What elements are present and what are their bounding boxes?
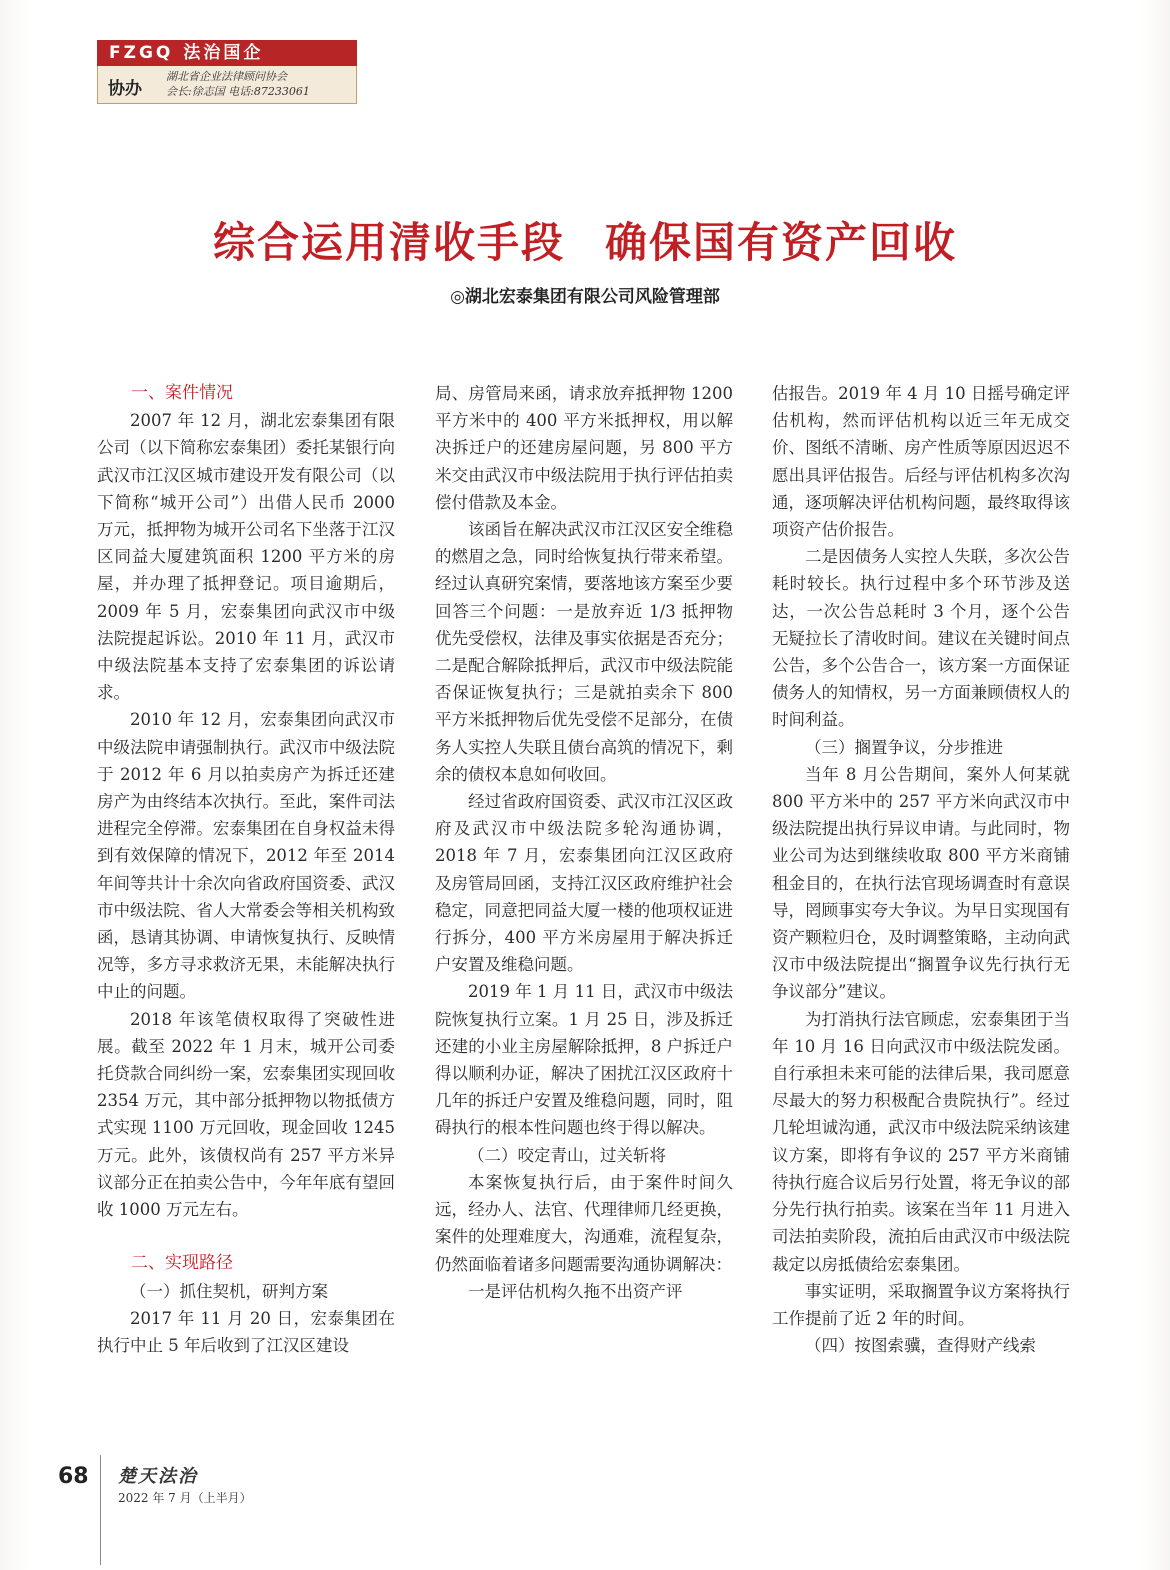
banner-code: FZGQ xyxy=(109,43,174,63)
issue-date: 2022 年 7 月（上半月） xyxy=(118,1491,252,1505)
text-column-1 xyxy=(97,380,395,1359)
subsection-heading: （四）按图索骥，查得财产线索 xyxy=(805,1336,1036,1356)
banner-info xyxy=(166,69,310,99)
paragraph: 2019 年 1 月 11 日，武汉市中级法院恢复执行立案。1 月 25 日，涉及拆迁还建的小业主房屋解除抵押，8 户拆迁户得以顺利办证，解决了困扰江汉区政府十几年的拆迁户安置及维稳问题，同时，阻碍执行的根本性问题也终于得以解决。 xyxy=(435,982,733,1138)
footer-divider xyxy=(100,1455,101,1565)
banner-contact: 会长:徐志国 电话:87233061 xyxy=(166,85,310,98)
banner-name: 法治国企 xyxy=(183,43,264,63)
section-heading: 一、案件情况 xyxy=(131,383,233,403)
column-banner xyxy=(97,40,357,104)
text-column-3 xyxy=(772,380,1070,1359)
paragraph: 当年 8 月公告期间，案外人何某就 800 平方米中的 257 平方米向武汉市中级法院提出执行异议申请。与此同时，物业公司为达到继续收取 800 平方米商铺租金目的，在执行法官现场调查时有意误导，罔顾事实夸大争议。为早日实现国有资产颗粒归仓，及时调整策略，主动向武汉市中级法院提出“搁置争议先行执行无争议部分”建议。 xyxy=(772,764,1070,1002)
subsection-heading: （二）咬定青山，过关斩将 xyxy=(468,1145,666,1165)
paragraph: 局、房管局来函，请求放弃抵押物 1200 平方米中的 400 平方米抵押权，用以解决拆迁户的还建房屋问题，另 800 平方米交由武汉市中级法院用于执行评估拍卖偿付借款及本金。 xyxy=(435,384,733,512)
subsection-heading: （一）抓住契机，研判方案 xyxy=(130,1281,328,1301)
paragraph: 为打消执行法官顾虑，宏泰集团于当年 10 月 16 日向武汉市中级法院发函。自行承担未来可能的法律后果，我司愿意尽最大的努力积极配合贵院执行”。经过几轮坦诚沟通，武汉市中级法院采纳该建议方案，即将有争议的 257 平方米商铺待执行庭合议后另行处置，将无争议的部分先行执行拍卖。该案在当年 11 月进入司法拍卖阶段，流拍后由武汉市中级法院裁定以房抵债给宏泰集团。 xyxy=(772,1009,1070,1274)
paragraph: 经过省政府国资委、武汉市江汉区政府及武汉市中级法院多轮沟通协调，2018 年 7 月，宏泰集团向江汉区政府及房管局回函，支持江汉区政府维护社会稳定，同意把同益大厦一楼的他项权证进行拆分，400 平方米房屋用于解决拆迁户安置及维稳问题。 xyxy=(435,792,733,975)
text-column-2 xyxy=(435,380,733,1305)
banner-sponsor xyxy=(97,66,357,104)
magazine-name: 楚天法治 xyxy=(118,1466,198,1487)
paragraph: 2007 年 12 月，湖北宏泰集团有限公司（以下简称宏泰集团）委托某银行向武汉市江汉区城市建设开发有限公司（以下简称“城开公司”）出借人民币 2000 万元，抵押物为城开公司名下坐落于江汉区同益大厦建筑面积 1200 平方米的房屋，并办理了抵押登记。项目逾期后，2009 年 5 月，宏泰集团向武汉市中级法院提起诉讼。2010 年 11 月，武汉市中级法院基本支持了宏泰集团的诉讼请求。 xyxy=(97,411,395,703)
title-part-2: 确保国有资产回收 xyxy=(605,218,958,267)
banner-org: 湖北省企业法律顾问协会 xyxy=(166,70,287,83)
paragraph: 一是评估机构久拖不出资产评 xyxy=(468,1281,683,1301)
subsection-heading: （三）搁置争议，分步推进 xyxy=(805,737,1003,757)
paragraph: 事实证明，采取搁置争议方案将执行工作提前了近 2 年的时间。 xyxy=(772,1281,1070,1328)
article-title xyxy=(0,210,1170,270)
article-byline: ◎湖北宏泰集团有限公司风险管理部 xyxy=(450,287,720,307)
title-part-1: 综合运用清收手段 xyxy=(212,218,565,267)
banner-title xyxy=(97,40,357,66)
page-number: 68 xyxy=(58,1464,89,1489)
paragraph: 该函旨在解决武汉市江汉区安全维稳的燃眉之急，同时给恢复执行带来希望。经过认真研究案情，要落地该方案至少要回答三个问题：一是放弃近 1/3 抵押物优先受偿权，法律及事实依据是否充分；二是配合解除抵押后，武汉市中级法院能否保证恢复执行；三是就拍卖余下 800 平方米抵押物后优先受偿不足部分，在债务人实控人失联且债台高筑的情况下，剩余的债权本息如何收回。 xyxy=(435,520,733,784)
paragraph: 二是因债务人实控人失联，多次公告耗时较长。执行过程中多个环节涉及送达，一次公告总耗时 3 个月，逐个公告无疑拉长了清收时间。建议在关键时间点公告，多个公告合一，该方案一方面保证债务人的知情权，另一方面兼顾债权人的时间利益。 xyxy=(772,547,1070,730)
paragraph: 2017 年 11 月 20 日，宏泰集团在执行中止 5 年后收到了江汉区建设 xyxy=(97,1308,395,1355)
paragraph: 2018 年该笔债权取得了突破性进展。截至 2022 年 1 月末，城开公司委托贷款合同纠纷一案，宏泰集团实现回收 2354 万元，其中部分抵押物以物抵债方式实现 1100 万元回收，现金回收 1245 万元。此外，该债权尚有 257 平方米异议部分正在拍卖公告中，今年年底有望回收 1000 万元左右。 xyxy=(97,1009,395,1220)
banner-label: 协办 xyxy=(108,79,142,99)
paragraph: 本案恢复执行后，由于案件时间久远，经办人、法官、代理律师几经更换，案件的处理难度大，沟通难，流程复杂，仍然面临着诸多问题需要沟通协调解决： xyxy=(435,1172,733,1274)
paragraph: 估报告。2019 年 4 月 10 日摇号确定评估机构，然而评估机构以近三年无成交价、图纸不清晰、房产性质等原因迟迟不愿出具评估报告。后经与评估机构多次沟通，逐项解决评估机构问题，最终取得该项资产估价报告。 xyxy=(772,384,1070,540)
paragraph: 2010 年 12 月，宏泰集团向武汉市中级法院申请强制执行。武汉市中级法院于 2012 年 6 月以拍卖房产为拆迁还建房产为由终结本次执行。至此，案件司法进程完全停滞。宏泰集团在自身权益未得到有效保障的情况下，2012 年至 2014 年间等共计十余次向省政府国资委、武汉市中级法院、省人大常委会等相关机构致函，恳请其协调、申请恢复执行、反映情况等，多方寻求救济无果，未能解决执行中止的问题。 xyxy=(97,710,395,1002)
section-heading: 二、实现路径 xyxy=(131,1253,233,1274)
